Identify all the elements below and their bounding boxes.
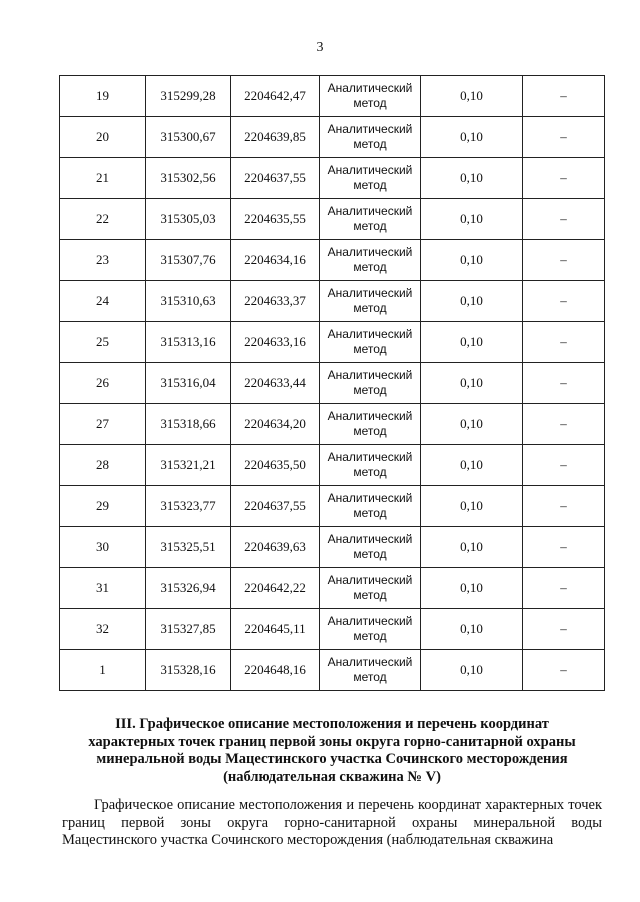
method-line: Аналитический <box>327 327 413 341</box>
point-number-cell: 19 <box>60 76 146 117</box>
error-cell: 0,10 <box>421 486 523 527</box>
y-coordinate-cell: 2204633,37 <box>231 281 320 322</box>
note-cell: – <box>523 158 605 199</box>
y-coordinate-cell: 2204637,55 <box>231 486 320 527</box>
section-heading <box>62 716 602 786</box>
point-number-cell: 25 <box>60 322 146 363</box>
error-cell: 0,10 <box>421 158 523 199</box>
y-coordinate-cell: 2204634,16 <box>231 240 320 281</box>
note-cell: – <box>523 76 605 117</box>
method-line: Аналитический <box>327 286 413 300</box>
table-row <box>60 117 605 158</box>
point-number-cell: 22 <box>60 199 146 240</box>
table-row <box>60 76 605 117</box>
point-number-cell: 24 <box>60 281 146 322</box>
error-cell: 0,10 <box>421 404 523 445</box>
x-coordinate-cell: 315302,56 <box>146 158 231 199</box>
method-line: Аналитический <box>327 614 413 628</box>
method-line: Аналитический <box>327 532 413 546</box>
method-cell <box>320 568 421 609</box>
method-cell <box>320 158 421 199</box>
x-coordinate-cell: 315316,04 <box>146 363 231 404</box>
method-cell <box>320 609 421 650</box>
error-cell: 0,10 <box>421 117 523 158</box>
table-row <box>60 281 605 322</box>
method-cell <box>320 404 421 445</box>
error-cell: 0,10 <box>421 609 523 650</box>
method-cell <box>320 322 421 363</box>
note-cell: – <box>523 650 605 691</box>
page-number: 3 <box>316 40 324 55</box>
note-cell: – <box>523 486 605 527</box>
note-cell: – <box>523 322 605 363</box>
error-cell: 0,10 <box>421 199 523 240</box>
table-row <box>60 322 605 363</box>
method-cell <box>320 527 421 568</box>
method-cell <box>320 117 421 158</box>
method-line: Аналитический <box>327 368 413 382</box>
point-number-cell: 32 <box>60 609 146 650</box>
method-line: метод <box>353 96 387 110</box>
method-line: Аналитический <box>327 122 413 136</box>
method-cell <box>320 76 421 117</box>
x-coordinate-cell: 315327,85 <box>146 609 231 650</box>
note-cell: – <box>523 527 605 568</box>
y-coordinate-cell: 2204634,20 <box>231 404 320 445</box>
method-line: метод <box>353 424 387 438</box>
note-cell: – <box>523 568 605 609</box>
note-cell: – <box>523 281 605 322</box>
point-number-cell: 29 <box>60 486 146 527</box>
method-line: Аналитический <box>327 491 413 505</box>
error-cell: 0,10 <box>421 363 523 404</box>
error-cell: 0,10 <box>421 322 523 363</box>
y-coordinate-cell: 2204645,11 <box>231 609 320 650</box>
table-row <box>60 609 605 650</box>
y-coordinate-cell: 2204635,50 <box>231 445 320 486</box>
coordinates-table-body <box>60 76 605 691</box>
method-line: метод <box>353 506 387 520</box>
x-coordinate-cell: 315323,77 <box>146 486 231 527</box>
error-cell: 0,10 <box>421 568 523 609</box>
y-coordinate-cell: 2204633,16 <box>231 322 320 363</box>
section-heading-line: (наблюдательная скважина № V) <box>223 768 441 785</box>
x-coordinate-cell: 315307,76 <box>146 240 231 281</box>
y-coordinate-cell: 2204642,22 <box>231 568 320 609</box>
point-number-cell: 20 <box>60 117 146 158</box>
table-row <box>60 486 605 527</box>
y-coordinate-cell: 2204635,55 <box>231 199 320 240</box>
point-number-cell: 23 <box>60 240 146 281</box>
y-coordinate-cell: 2204637,55 <box>231 158 320 199</box>
coordinates-table <box>59 75 605 691</box>
note-cell: – <box>523 240 605 281</box>
error-cell: 0,10 <box>421 281 523 322</box>
point-number-cell: 21 <box>60 158 146 199</box>
table-row <box>60 199 605 240</box>
note-cell: – <box>523 117 605 158</box>
y-coordinate-cell: 2204633,44 <box>231 363 320 404</box>
x-coordinate-cell: 315328,16 <box>146 650 231 691</box>
method-line: метод <box>353 670 387 684</box>
method-line: метод <box>353 465 387 479</box>
x-coordinate-cell: 315300,67 <box>146 117 231 158</box>
table-row <box>60 650 605 691</box>
section-heading-line: характерных точек границ первой зоны округа горно-санитарной охраны <box>88 733 576 750</box>
method-line: Аналитический <box>327 409 413 423</box>
point-number-cell: 31 <box>60 568 146 609</box>
method-cell <box>320 281 421 322</box>
method-line: Аналитический <box>327 81 413 95</box>
method-cell <box>320 650 421 691</box>
note-cell: – <box>523 199 605 240</box>
table-row <box>60 404 605 445</box>
method-line: метод <box>353 547 387 561</box>
method-line: метод <box>353 629 387 643</box>
method-line: метод <box>353 588 387 602</box>
point-number-cell: 26 <box>60 363 146 404</box>
method-line: метод <box>353 178 387 192</box>
error-cell: 0,10 <box>421 445 523 486</box>
error-cell: 0,10 <box>421 650 523 691</box>
x-coordinate-cell: 315326,94 <box>146 568 231 609</box>
note-cell: – <box>523 404 605 445</box>
x-coordinate-cell: 315321,21 <box>146 445 231 486</box>
point-number-cell: 30 <box>60 527 146 568</box>
method-line: метод <box>353 260 387 274</box>
method-line: метод <box>353 219 387 233</box>
method-line: Аналитический <box>327 655 413 669</box>
table-row <box>60 568 605 609</box>
point-number-cell: 27 <box>60 404 146 445</box>
body-paragraph: Графическое описание местоположения и перечень координат характерных точек границ первой зоны округа горно-санитарной охраны минеральной воды Мацестинского участка Сочинского месторождения (наблюдательная скважина <box>62 797 602 848</box>
method-line: метод <box>353 342 387 356</box>
error-cell: 0,10 <box>421 76 523 117</box>
method-line: Аналитический <box>327 204 413 218</box>
method-cell <box>320 445 421 486</box>
note-cell: – <box>523 363 605 404</box>
x-coordinate-cell: 315325,51 <box>146 527 231 568</box>
y-coordinate-cell: 2204639,63 <box>231 527 320 568</box>
y-coordinate-cell: 2204642,47 <box>231 76 320 117</box>
section-heading-line: III. Графическое описание местоположения и перечень координат <box>115 716 549 732</box>
method-cell <box>320 199 421 240</box>
method-cell <box>320 240 421 281</box>
x-coordinate-cell: 315318,66 <box>146 404 231 445</box>
method-cell <box>320 486 421 527</box>
y-coordinate-cell: 2204648,16 <box>231 650 320 691</box>
section-heading-line: минеральной воды Мацестинского участка Сочинского месторождения <box>96 751 568 767</box>
y-coordinate-cell: 2204639,85 <box>231 117 320 158</box>
point-number-cell: 1 <box>60 650 146 691</box>
x-coordinate-cell: 315313,16 <box>146 322 231 363</box>
note-cell: – <box>523 609 605 650</box>
table-row <box>60 158 605 199</box>
table-row <box>60 240 605 281</box>
point-number-cell: 28 <box>60 445 146 486</box>
method-line: Аналитический <box>327 450 413 464</box>
method-line: Аналитический <box>327 573 413 587</box>
x-coordinate-cell: 315305,03 <box>146 199 231 240</box>
method-line: метод <box>353 137 387 151</box>
note-cell: – <box>523 445 605 486</box>
method-line: метод <box>353 383 387 397</box>
table-row <box>60 445 605 486</box>
error-cell: 0,10 <box>421 240 523 281</box>
x-coordinate-cell: 315310,63 <box>146 281 231 322</box>
method-line: Аналитический <box>327 245 413 259</box>
x-coordinate-cell: 315299,28 <box>146 76 231 117</box>
method-line: Аналитический <box>327 163 413 177</box>
method-cell <box>320 363 421 404</box>
table-row <box>60 527 605 568</box>
method-line: метод <box>353 301 387 315</box>
error-cell: 0,10 <box>421 527 523 568</box>
table-row <box>60 363 605 404</box>
